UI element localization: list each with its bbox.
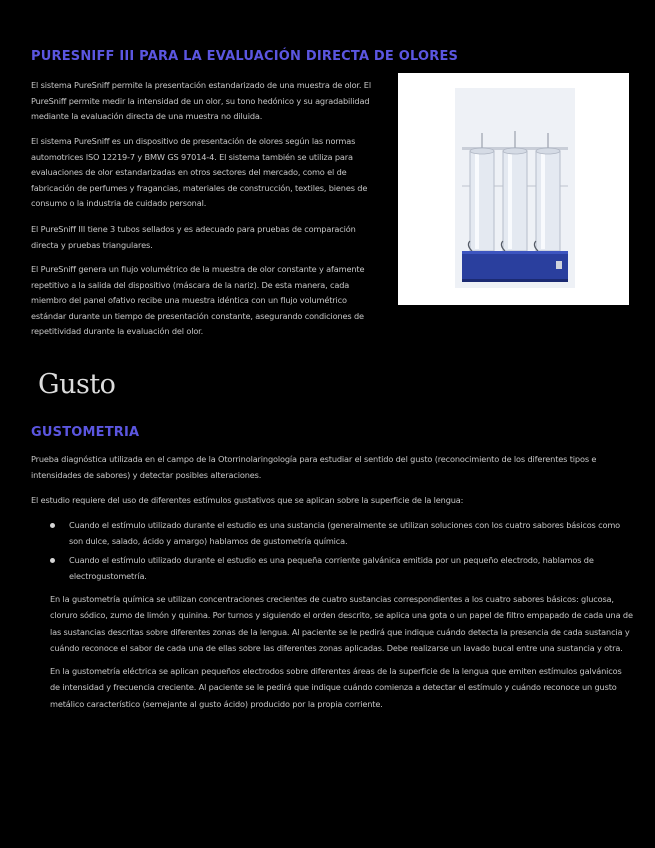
puresniff-paragraph-1: El sistema PureSniff permite la presentación estandarizado de una muestra de olor. El PureSniff permite medir la intensidad de un olor, su tono hedónico y su agradabilidad mediante la evaluación directa de una muestra no diluida. [31, 80, 371, 122]
puresniff-paragraph-4: El PureSniff genera un flujo volumétrico de la muestra de olor constante y afamente repetitivo a la salida del dispositivo (máscara de la nariz). De esta manera, cada miembro del panel ofativo recibe una muestra idéntica con un flujo volumétrico estándar durante un tiempo de presentación constante, asegurando condiciones de repetitividad durante la evaluación del olor. [31, 264, 365, 337]
list-item [50, 552, 635, 585]
gustometria-heading: GUSTOMETRIA [31, 425, 140, 440]
puresniff-device-image [398, 73, 629, 305]
puresniff-paragraph-3: El PureSniff III tiene 3 tubos sellados y es adecuado para pruebas de comparación directa y pruebas triangulares. [31, 224, 356, 250]
tube-1 [470, 133, 494, 251]
gusto-detail-paragraph-2: En la gustometría eléctrica se aplican pequeños electrodos sobre diferentes áreas de la superficie de la lengua que emiten estímulos galvánicos de intensidad y frecuencia creciente. Al paciente se le pedirá que indique cuándo comienza a detectar el estímulo y cuándo reconoce un gusto metálico característico (semejante al gusto ácido) producido por la propia corriente. [50, 666, 622, 709]
gusto-title: Gusto [38, 369, 116, 400]
gusto-intro-paragraph-1: Prueba diagnóstica utilizada en el campo de la Otorrinolaringología para estudiar el sentido del gusto (reconocimiento de los diferentes tipos e intensidades de sabores) y detectar posibles alteraciones. [31, 454, 597, 480]
gusto-detail-paragraph-1: En la gustometría química se utilizan concentraciones crecientes de cuatro sustancias correspondientes a los cuatro sabores básicos: glucosa, cloruro sódico, zumo de limón y quinina. Por turnos y siguiendo el orden descrito, se aplica una gota o un papel de filtro empapado de cada una de las sustancias descritas sobre diferentes zonas de la lengua. Al paciente se le pedirá que indique cuándo detecta la presencia de cada sustancia y cuándo reconoce el sabor de cada una de ellas sobre las diferentes zonas aplicadas. Debe realizarse un lavado bucal entre una sustancia y otra. [50, 594, 633, 653]
tube-2 [503, 131, 527, 251]
stimulus-list [50, 517, 635, 586]
puresniff-paragraph-2: El sistema PureSniff es un dispositivo de presentación de olores según las normas automotrices ISO 12219-7 y BMW GS 97014-4. El sistema también se utiliza para evaluaciones de olor estandarizadas en otros sectores del mercado, como el de fabricación de perfumes y fragancias, materiales de construcción, textiles, bienes de consumo o la industria de cuidado personal. [31, 136, 368, 209]
list-item [50, 517, 635, 550]
device-base [462, 251, 568, 281]
bullet-icon [50, 558, 55, 563]
stimulus-item-chemical: Cuando el estímulo utilizado durante el estudio es una sustancia (generalmente se utilizan soluciones con los cuatro sabores básicos como son dulce, salado, ácido y amargo) hablamos de gustometría química. [69, 520, 621, 547]
gusto-intro-paragraph-2: El estudio requiere del uso de diferentes estímulos gustativos que se aplican sobre la superficie de la lengua: [31, 495, 464, 505]
bullet-icon [50, 523, 55, 528]
tube-3 [536, 133, 560, 251]
olfactometer-illustration [398, 73, 629, 305]
puresniff-heading: PURESNIFF III PARA LA EVALUACIÓN DIRECTA DE OLORES [31, 49, 459, 64]
stimulus-item-electric: Cuando el estímulo utilizado durante el estudio es una pequeña corriente galvánica emitida por un pequeño electrodo, hablamos de electrogustometría. [69, 554, 594, 581]
